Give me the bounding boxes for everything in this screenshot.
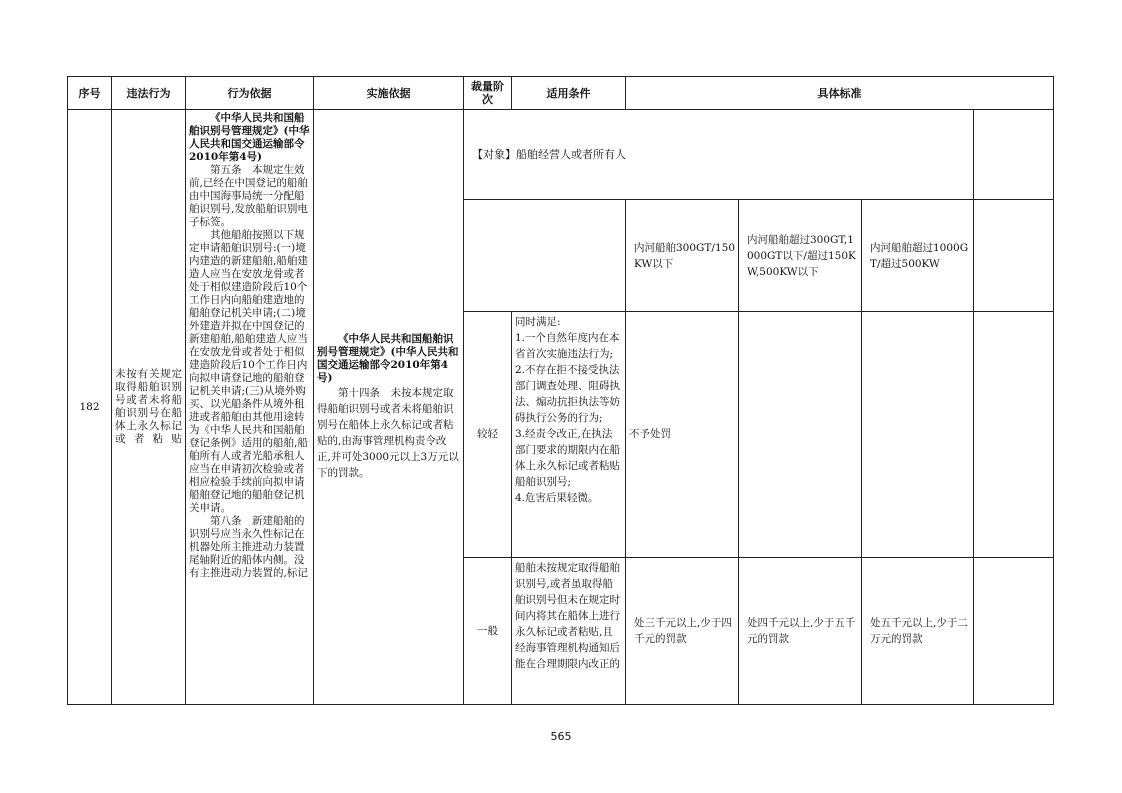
basis-article-5: 第五条 本规定生效前,已经在中国登记的船舶由中国海事局统一分配船舶识别号,发放船舶识别电子标签。 bbox=[189, 164, 308, 228]
standard-general-small: 处三千元以上,少于四千元的罚款 bbox=[626, 558, 739, 705]
impl-title: 《中华人民共和国船舶识别号管理规定》(中华人民共和国交通运输部令2010年第4号) bbox=[317, 333, 459, 384]
page-number: 565 bbox=[550, 730, 572, 743]
condition-general: 船舶未按规定取得船舶识别号,或者虽取得船舶识别号但未在规定时间内将其在船体上进行永久标记或者粘贴,且经海事管理机构通知后能在合理期限内改正的 bbox=[512, 558, 626, 705]
target-empty-cell bbox=[974, 110, 1054, 200]
standard-lighter-extra bbox=[974, 312, 1054, 558]
category-medium: 内河船舶超过300GT,1000GT以下/超过150KW,500KW以下 bbox=[739, 200, 862, 312]
standard-general-medium: 处四千元以上,少于五千元的罚款 bbox=[739, 558, 862, 705]
table-row bbox=[68, 110, 1054, 200]
row-seq: 182 bbox=[68, 110, 112, 705]
category-empty-cell bbox=[464, 200, 626, 312]
impl-article-14: 第十四条 未按本规定取得船舶识别号或者未将船舶识别号在船体上永久标记或者粘贴的,由海事管理机构责令改正,并可处3000元以上3万元以下的罚款。 bbox=[317, 387, 459, 479]
category-extra-cell bbox=[974, 200, 1054, 312]
target-cell: 【对象】船舶经营人或者所有人 bbox=[464, 110, 974, 200]
header-seq: 序号 bbox=[68, 77, 112, 110]
row-violation bbox=[112, 110, 186, 705]
standard-lighter-small: 不予处罚 bbox=[626, 312, 739, 558]
level-general: 一般 bbox=[464, 558, 512, 705]
penalty-table bbox=[67, 76, 1054, 705]
basis-article-8: 第八条 新建船舶的识别号应当永久性标记在机器处所主推进动力装置尾轴附近的船体内侧。没有主推进动力装置的,标记 bbox=[189, 515, 308, 579]
standard-general-extra bbox=[974, 558, 1054, 705]
header-condition: 适用条件 bbox=[512, 77, 626, 110]
row-impl-basis bbox=[314, 110, 464, 705]
condition-lighter: 同时满足: 1.一个自然年度内在本省首次实施违法行为; 2.不存在拒不接受执法部门调查处理、阻碍执法、煽动抗拒执法等妨碍执行公务的行为; 3.经责令改正,在执法部门要求的期限内在船体上永久标记或者粘贴船舶识别号; 4.危害后果轻微。 bbox=[512, 312, 626, 558]
level-lighter: 较轻 bbox=[464, 312, 512, 558]
header-impl-basis: 实施依据 bbox=[314, 77, 464, 110]
basis-article-5-cont: 其他船舶按照以下规定申请船舶识别号:(一)境内建造的新建船舶,船舶建造人应当在安放龙骨或者处于相似建造阶段后10个工作日内向船舶建造地的船舶登记机关申请;(二)境外建造并拟在中国登记的新建船舶,船舶建造人应当在安放龙骨或者处于相似建造阶段后10个工作日内向拟申请登记地的船舶登记机关申请;(三)从境外购买、以光船条件从境外租进或者船舶由其他用途转为《中华人民共和国船舶登记条例》适用的船舶,船舶所有人或者光船承租人应当在申请初次检验或者相应检验手续前向拟申请船舶登记地的船舶登记机关申请。 bbox=[189, 229, 308, 514]
standard-lighter-medium bbox=[739, 312, 862, 558]
basis-title: 《中华人民共和国船舶识别号管理规定》(中华人民共和国交通运输部令2010年第4号) bbox=[189, 112, 310, 163]
category-large: 内河船舶超过1000GT/超过500KW bbox=[862, 200, 974, 312]
header-level: 裁量阶次 bbox=[464, 77, 512, 110]
standard-general-large: 处五千元以上,少于二万元的罚款 bbox=[862, 558, 974, 705]
row-basis bbox=[186, 110, 314, 705]
header-violation: 违法行为 bbox=[112, 77, 186, 110]
header-standard: 具体标准 bbox=[626, 77, 1054, 110]
category-small: 内河船舶300GT/150KW以下 bbox=[626, 200, 739, 312]
header-row bbox=[68, 77, 1054, 110]
standard-lighter-large bbox=[862, 312, 974, 558]
violation-text: 未按有关规定取得船舶识别号或者未将船舶识别号在船体上永久标记或者粘贴 bbox=[115, 368, 182, 445]
header-basis: 行为依据 bbox=[186, 77, 314, 110]
